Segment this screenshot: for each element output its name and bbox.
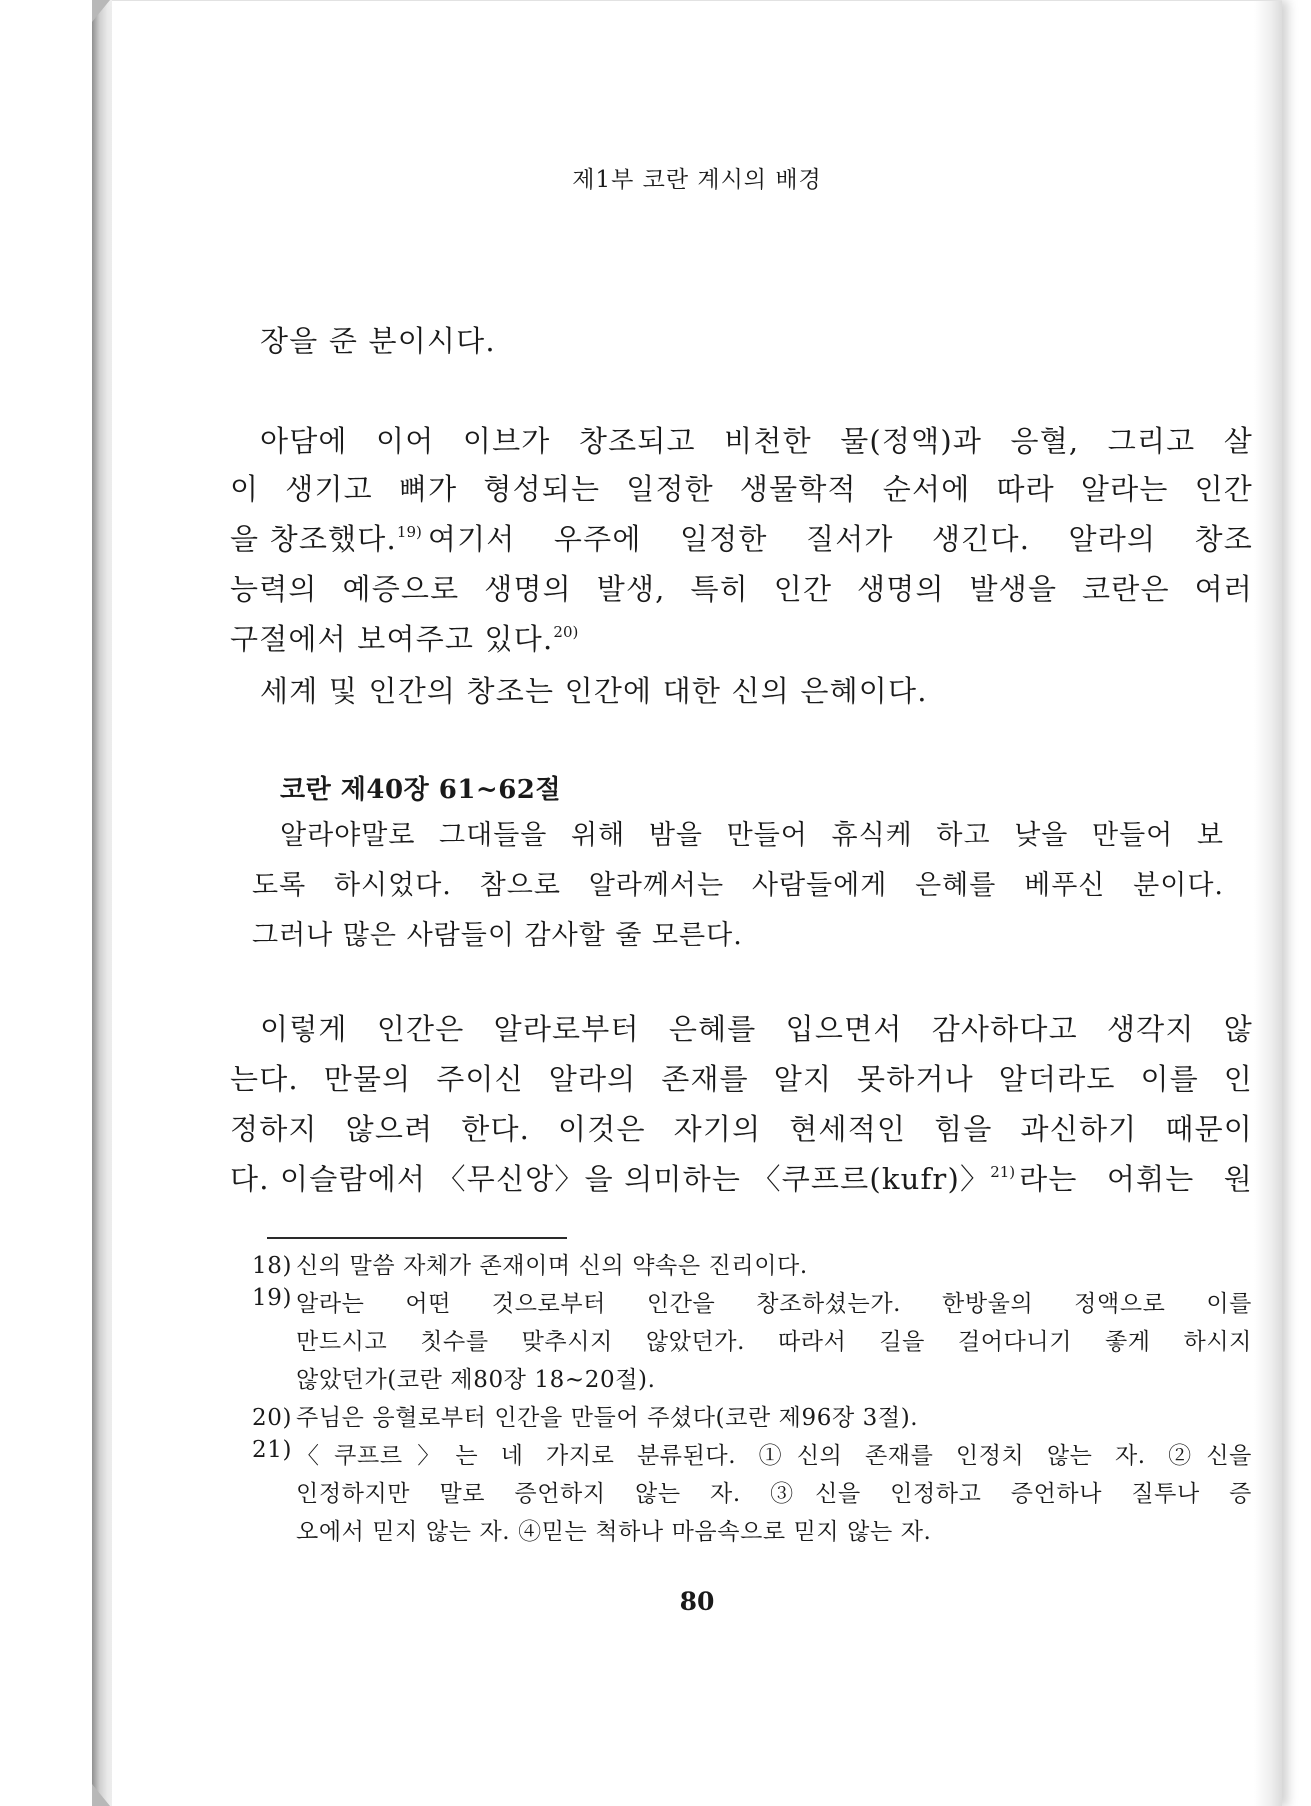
footnote-19 [252, 1285, 1252, 1318]
body-line-11-end: 라는 어휘는 원 [1019, 1162, 1253, 1196]
book-page [112, 0, 1282, 1806]
body-line-5: 능력의 예증으로 생명의 발생, 특히 인간 생명의 발생을 코란은 여러 [230, 572, 1253, 606]
body-line-7: 세계 및 인간의 창조는 인간에 대한 신의 은혜이다. [260, 674, 928, 708]
book-spine-top-corner [92, 0, 110, 22]
body-line-6 [230, 617, 578, 658]
footnote-20-number: 20) [252, 1405, 293, 1431]
footnote-21-number: 21) [252, 1437, 293, 1463]
footnote-19-number: 19) [252, 1285, 293, 1311]
footnote-19-line-2: 만드시고 칫수를 맞추시지 않았던가. 따라서 길을 걸어다니기 좋게 하시지 [296, 1329, 1252, 1355]
body-line-9: 는다. 만물의 주이신 알라의 존재를 알지 못하거나 알더라도 이를 인 [230, 1062, 1253, 1096]
footnote-ref-21[interactable]: 21) [990, 1163, 1016, 1181]
body-line-11 [230, 1157, 1253, 1198]
footnote-divider [267, 1237, 567, 1239]
body-line-11-text: 다. 이슬람에서 〈무신앙〉을 의미하는 〈쿠프르(kufr)〉 [230, 1162, 991, 1196]
footnote-21-line-2: 인정하지만 말로 증언하지 않는 자. ③신을 인정하고 증언하나 질투나 증 [296, 1481, 1252, 1507]
body-line-6-text: 구절에서 보여주고 있다. [230, 622, 554, 656]
page-right-shadow [1254, 1, 1282, 1806]
body-line-2: 아담에 이어 이브가 창조되고 비천한 물(정액)과 응혈, 그리고 살 [260, 424, 1253, 458]
footnote-19-line-3: 않았던가(코란 제80장 18~20절). [296, 1367, 656, 1393]
footnote-18-number: 18) [252, 1253, 293, 1279]
body-line-11-start [230, 1157, 1015, 1198]
footnote-20-line-1: 주님은 응혈로부터 인간을 만들어 주셨다(코란 제96장 3절). [296, 1405, 919, 1431]
footnote-18-line-1: 신의 말씀 자체가 존재이며 신의 약속은 진리이다. [296, 1253, 808, 1279]
body-line-3: 이 생기고 뼈가 형성되는 일정한 생물학적 순서에 따라 알라는 인간 [230, 472, 1253, 506]
book-spine-bottom-corner [92, 1784, 110, 1806]
book-spine-edge [92, 0, 114, 1806]
quote-heading: 코란 제40장 61~62절 [280, 775, 562, 805]
footnote-21 [252, 1437, 1252, 1470]
body-line-4-text: 을 창조했다. [230, 522, 397, 556]
quote-line-2: 도록 하시었다. 참으로 알라께서는 사람들에게 은혜를 베푸신 분이다. [252, 870, 1224, 901]
footnote-ref-20[interactable]: 20) [553, 623, 579, 641]
footnote-ref-19[interactable]: 19) [396, 523, 422, 541]
body-line-4-end: 여기서 우주에 일정한 질서가 생긴다. 알라의 창조 [427, 522, 1253, 556]
quote-line-3: 그러나 많은 사람들이 감사할 줄 모른다. [252, 920, 743, 951]
footnote-19-line-1: 알라는 어떤 것으로부터 인간을 창조하셨는가. 한방울의 정액으로 이를 [296, 1291, 1252, 1317]
body-line-8: 이렇게 인간은 알라로부터 은혜를 입으면서 감사하다고 생각지 않 [260, 1012, 1253, 1046]
page-number: 80 [679, 1587, 715, 1616]
footnote-18 [252, 1247, 808, 1280]
body-line-10: 정하지 않으려 한다. 이것은 자기의 현세적인 힘을 과신하기 때문이 [230, 1112, 1253, 1146]
body-line-4-start [230, 517, 422, 558]
quote-line-1: 알라야말로 그대들을 위해 밤을 만들어 휴식케 하고 낮을 만들어 보 [280, 820, 1224, 851]
footnote-21-line-1: 〈쿠프르〉는 네 가지로 분류된다. ①신의 존재를 인정치 않는 자. ②신을 [296, 1443, 1252, 1469]
running-head: 제1부 코란 계시의 배경 [572, 167, 822, 193]
footnote-20 [252, 1399, 918, 1432]
body-line-1: 장을 준 분이시다. [260, 324, 496, 358]
footnote-21-line-3: 오에서 믿지 않는 자. ④믿는 척하나 마음속으로 믿지 않는 자. [296, 1519, 932, 1545]
body-line-4 [230, 517, 1253, 558]
